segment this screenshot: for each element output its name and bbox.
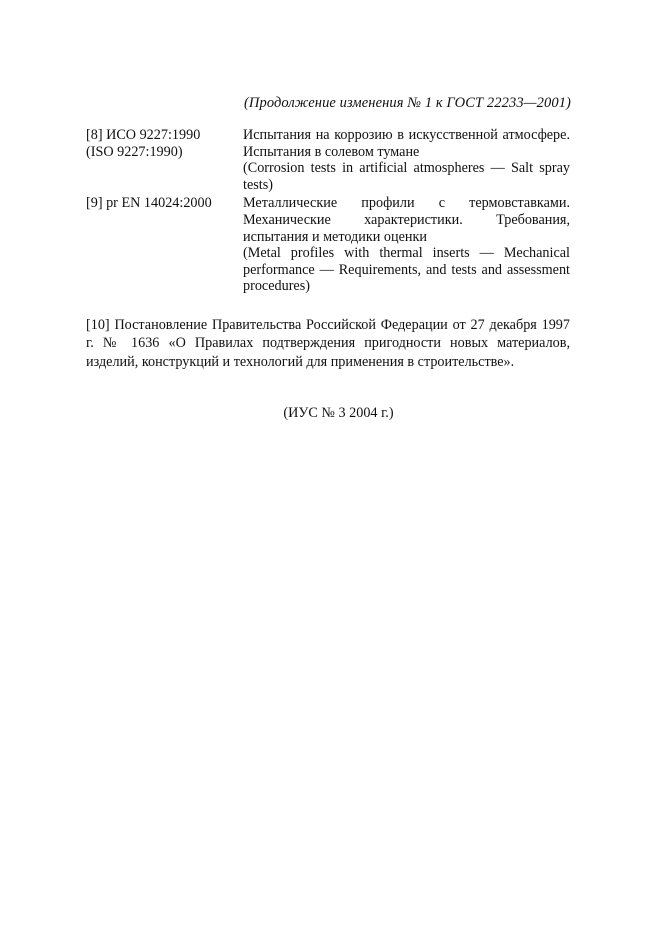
reference-item-8 bbox=[86, 127, 570, 193]
reference-title-en: (Metal profiles with thermal inserts — Mechanical performance — Requirements, and tests and assessment procedures) bbox=[243, 245, 570, 295]
reference-description bbox=[243, 127, 570, 193]
continuation-header: (Продолжение изменения № 1 к ГОСТ 22233—2001) bbox=[243, 95, 571, 111]
reference-item-9 bbox=[86, 195, 570, 295]
reference-code-line: [8] ИСО 9227:1990 bbox=[86, 127, 201, 143]
reference-code-line: [9] pr EN 14024:2000 bbox=[86, 195, 212, 212]
reference-title-ru: Металлические профили с термовставками. Механические характеристики. Требования, испытания и методики оценки bbox=[243, 195, 570, 245]
reference-description bbox=[243, 195, 570, 295]
reference-code-line: (ISO 9227:1990) bbox=[86, 143, 183, 160]
reference-title-en: (Corrosion tests in artificial atmospheres — Salt spray tests) bbox=[243, 160, 570, 193]
reference-list bbox=[86, 127, 570, 295]
ius-issue-note: (ИУС № 3 2004 г.) bbox=[283, 405, 394, 421]
reference-code bbox=[86, 195, 243, 295]
reference-title-ru: Испытания на коррозию в искусственной атмосфере. Испытания в солевом тумане bbox=[243, 127, 570, 160]
reference-code bbox=[86, 127, 243, 193]
government-resolution-reference: [10] Постановление Правительства Российской Федерации от 27 декабря 1997 г. № 1636 «О Правилах подтверждения пригодности новых материалов, изделий, конструкций и технологий для применения в строительстве». bbox=[86, 317, 570, 370]
